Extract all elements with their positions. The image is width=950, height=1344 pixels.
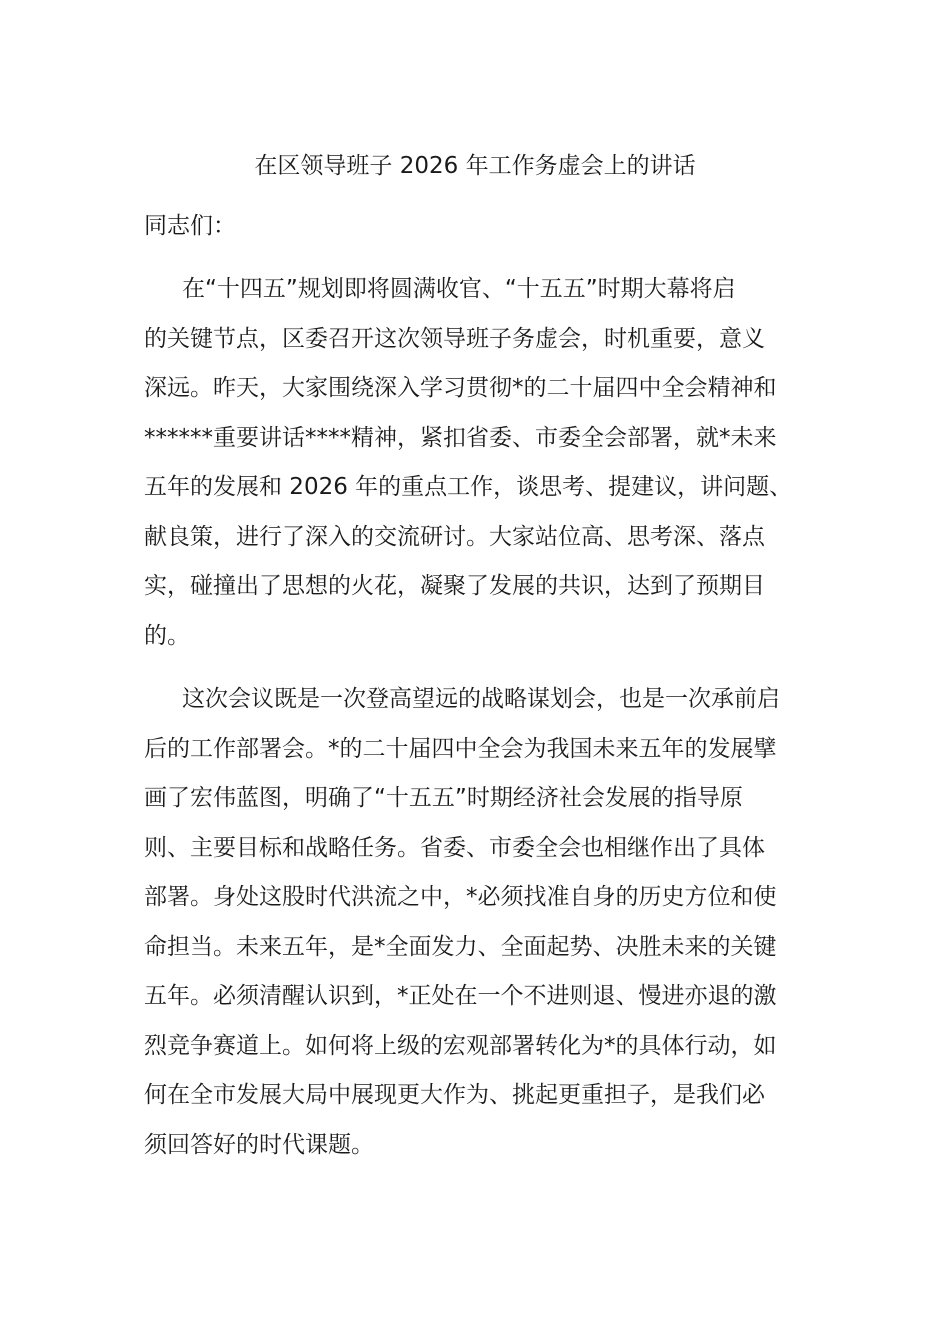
paragraph-line: 则、主要目标和战略任务。省委、市委全会也相继作出了具体: [144, 834, 765, 861]
paragraph-line: 部署。身处这股时代洪流之中，*必须找准自身的历史方位和使: [144, 884, 777, 910]
paragraph-line: 何在全市发展大局中展现更大作为、挑起更重担子，是我们必: [144, 1082, 765, 1108]
paragraph-line: 的。: [144, 622, 190, 649]
paragraph-line: 五年。必须清醒认识到，*正处在一个不进则退、慢进亦退的激: [144, 983, 777, 1009]
paragraph-line: 献良策，进行了深入的交流研讨。大家站位高、思考深、落点: [144, 523, 765, 550]
paragraph-line: 后的工作部署会。*的二十届四中全会为我国未来五年的发展擘: [144, 735, 777, 762]
paragraph-line: 深远。昨天，大家围绕深入学习贯彻*的二十届四中全会精神和: [144, 375, 777, 401]
paragraph-line: 五年的发展和 2026 年的重点工作，谈思考、提建议，讲问题、: [144, 474, 793, 500]
paragraph-line: 在“十四五”规划即将圆满收官、“十五五”时期大幕将启: [182, 276, 736, 302]
paragraph-line: 的关键节点，区委召开这次领导班子务虚会，时机重要，意义: [144, 325, 765, 352]
paragraph-line: 这次会议既是一次登高望远的战略谋划会，也是一次承前启: [182, 686, 780, 712]
paragraph-2: [144, 675, 814, 1170]
paragraph-line: 画了宏伟蓝图，明确了“十五五”时期经济社会发展的指导原: [144, 785, 743, 811]
paragraph-line: 实，碰撞出了思想的火花，凝聚了发展的共识，达到了预期目: [144, 573, 765, 599]
paragraph-line: 须回答好的时代课题。: [144, 1131, 374, 1158]
speech-title: 在区领导班子 2026 年工作务虚会上的讲话: [254, 153, 696, 179]
paragraph-line: ******重要讲话****精神，紧扣省委、市委全会部署，就*未来: [144, 424, 777, 451]
salutation: 同志们：: [144, 213, 236, 239]
paragraph-1: [144, 265, 814, 661]
paragraph-line: 烈竞争赛道上。如何将上级的宏观部署转化为*的具体行动，如: [144, 1032, 777, 1059]
paragraph-line: 命担当。未来五年，是*全面发力、全面起势、决胜未来的关键: [144, 933, 777, 960]
